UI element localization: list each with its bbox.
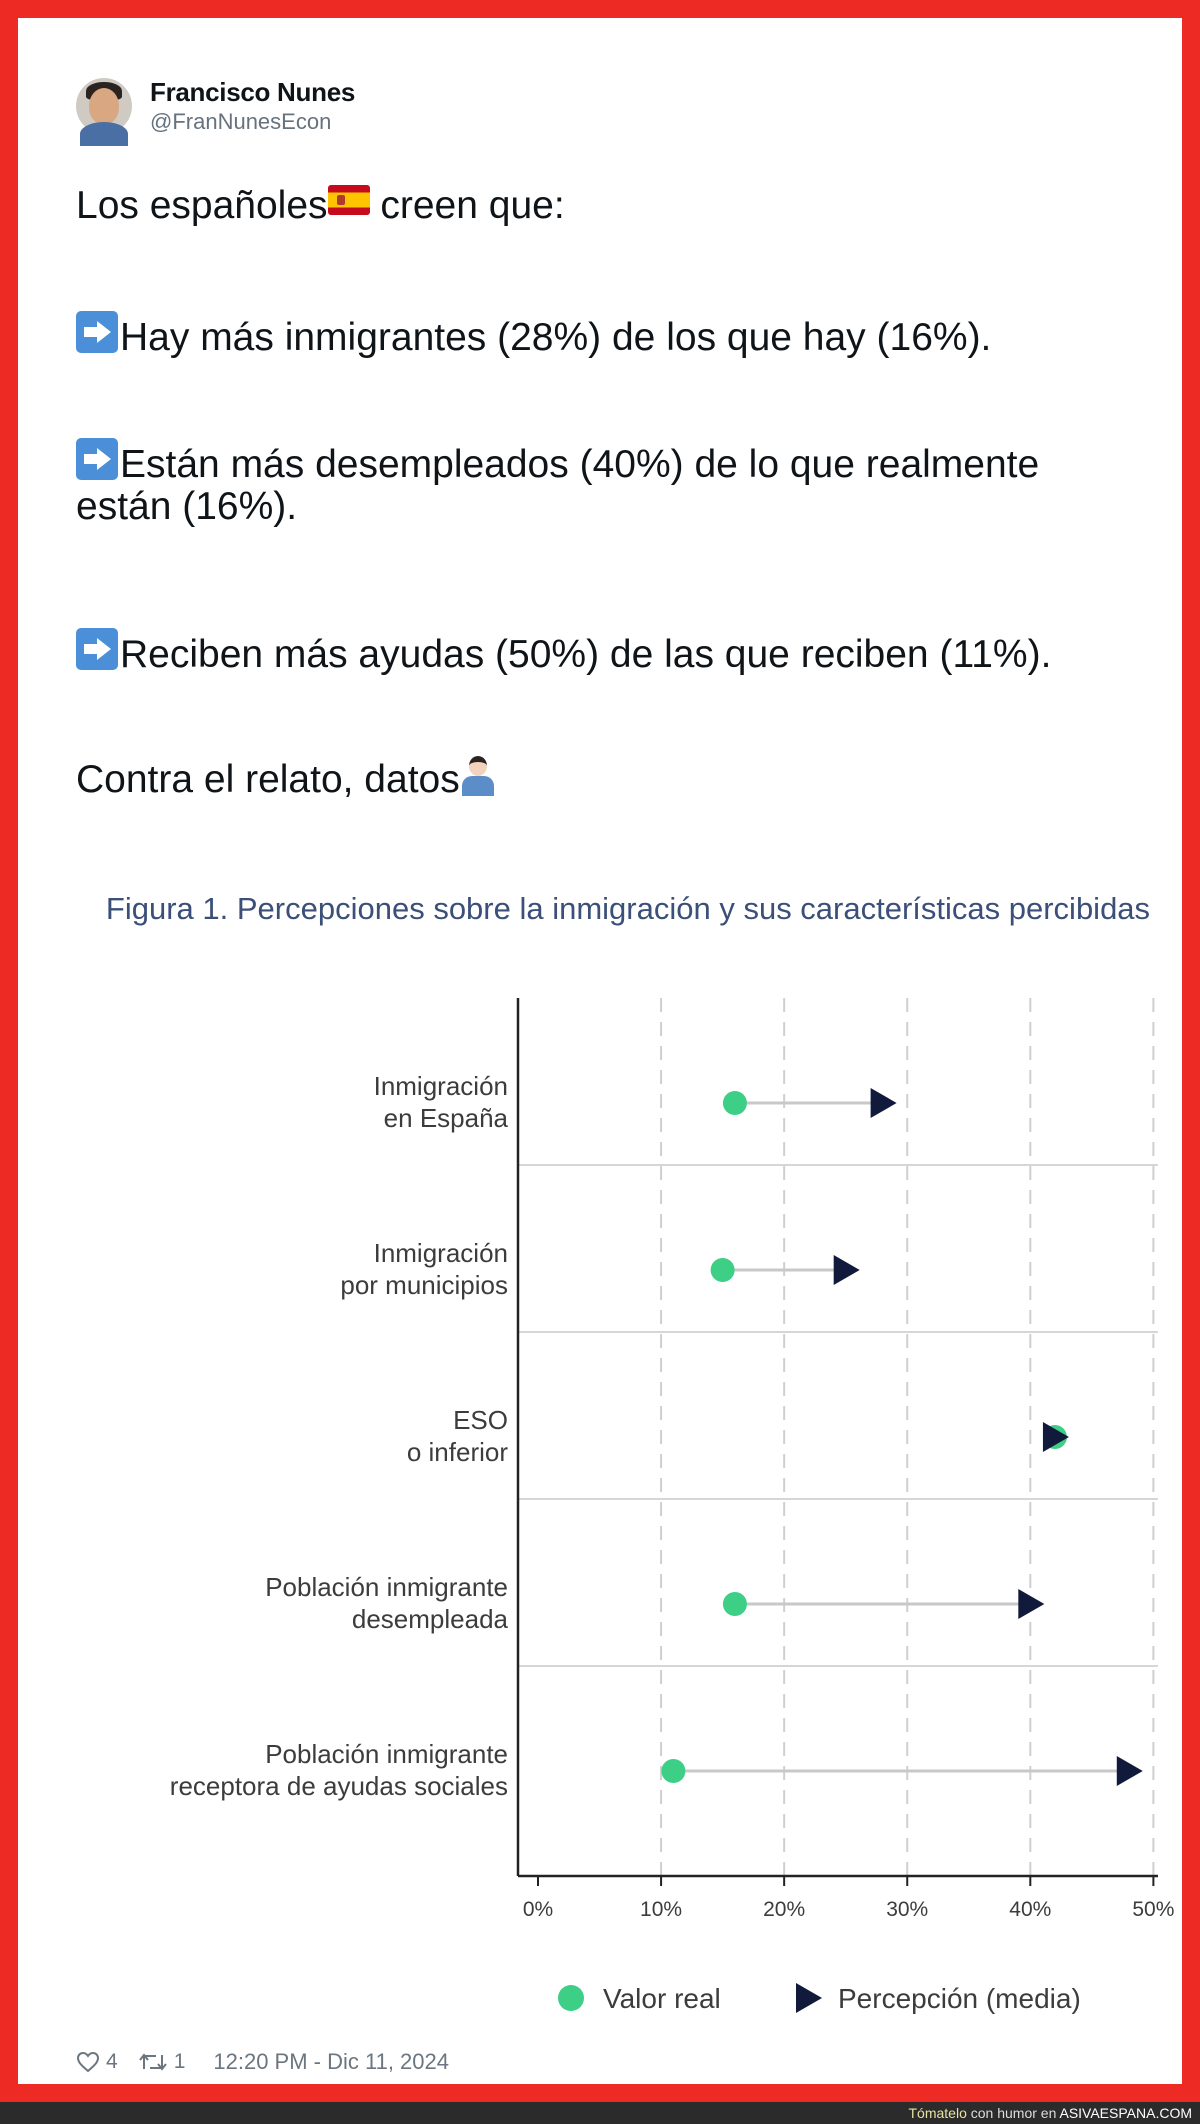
tweet-bullet-2: [76, 438, 1039, 488]
tweet-bullet-1: [76, 311, 991, 361]
category-label: Población inmigrante: [265, 1739, 508, 1769]
intro-text: Los españoles: [76, 184, 328, 227]
tweet-closing: [76, 756, 496, 803]
arrow-right-icon: [76, 438, 118, 480]
closing-text: Contra el relato, datos: [76, 758, 460, 801]
dumbbell-chart: [98, 998, 1175, 1921]
bullet-3-text: Reciben más ayudas (50%) de las que reciben (11%).: [120, 633, 1052, 676]
intro-text-end: creen que:: [369, 184, 565, 227]
tweet-bullet-3: [76, 628, 1051, 678]
category-label: desempleada: [351, 1604, 508, 1634]
avatar-shirt: [80, 122, 128, 146]
avatar[interactable]: [76, 78, 132, 134]
avatar-face: [89, 88, 119, 124]
category-label: ESO: [453, 1405, 508, 1435]
timestamp[interactable]: 12:20 PM - Dic 11, 2024: [213, 2049, 449, 2074]
category-label: Inmigración: [373, 1238, 508, 1268]
legend-perception-label: Percepción (media): [838, 1983, 1081, 2014]
x-tick-label: 30%: [886, 1898, 929, 1921]
category-label: en España: [383, 1103, 508, 1133]
person-shrugging-icon: [460, 756, 496, 798]
real-value-point: [723, 1091, 747, 1115]
retweet-button[interactable]: [138, 2050, 186, 2074]
watermark-prefix: Tómatelo: [908, 2105, 967, 2121]
like-count: 4: [106, 2050, 118, 2073]
chart-background: [98, 998, 1158, 1898]
user-info: [150, 76, 355, 136]
legend-real-marker: [558, 1985, 584, 2011]
x-tick-label: 0%: [522, 1898, 554, 1921]
tweet-header: [76, 76, 355, 136]
watermark-site[interactable]: ASIVAESPANA.COM: [1059, 2105, 1192, 2121]
category-label: o inferior: [406, 1437, 508, 1467]
heart-icon: [76, 2051, 100, 2073]
watermark-middle: con humor en: [966, 2105, 1060, 2121]
retweet-icon: [138, 2051, 168, 2073]
real-value-point: [661, 1759, 685, 1783]
bullet-1-text: Hay más inmigrantes (28%) de los que hay (16%).: [120, 316, 992, 359]
tweet-line-intro: [76, 183, 565, 229]
user-name[interactable]: Francisco Nunes: [150, 77, 356, 107]
legend-real-label: Valor real: [603, 1983, 721, 2014]
real-value-point: [711, 1258, 735, 1282]
arrow-right-icon: [76, 311, 118, 353]
x-tick-label: 40%: [1009, 1898, 1052, 1921]
chart-legend: [98, 1968, 1158, 2028]
category-label: Inmigración: [373, 1071, 508, 1101]
category-label: por municipios: [340, 1270, 508, 1300]
real-value-point: [723, 1592, 747, 1616]
user-handle[interactable]: @FranNunesEcon: [150, 109, 332, 134]
x-tick-label: 20%: [763, 1898, 806, 1921]
tweet-actions: [76, 2046, 449, 2078]
x-tick-label: 10%: [640, 1898, 683, 1921]
tweet-bullet-2-cont: están (16%).: [76, 485, 298, 528]
watermark-strip: [0, 2102, 1200, 2124]
bullet-2-text: Están más desempleados (40%) de lo que realmente: [120, 443, 1040, 486]
figure-image[interactable]: [98, 878, 1175, 2028]
legend-perception-marker: [796, 1983, 822, 2013]
retweet-count: 1: [173, 2050, 186, 2073]
category-label: Población inmigrante: [265, 1572, 508, 1602]
chart-title: Figura 1. Percepciones sobre la inmigración y sus características percibidas: [105, 891, 1151, 926]
arrow-right-icon: [76, 628, 118, 670]
like-button[interactable]: [76, 2050, 118, 2074]
spain-flag-icon: [328, 185, 370, 215]
category-label: receptora de ayudas sociales: [169, 1771, 508, 1801]
x-tick-label: 50%: [1132, 1898, 1175, 1921]
